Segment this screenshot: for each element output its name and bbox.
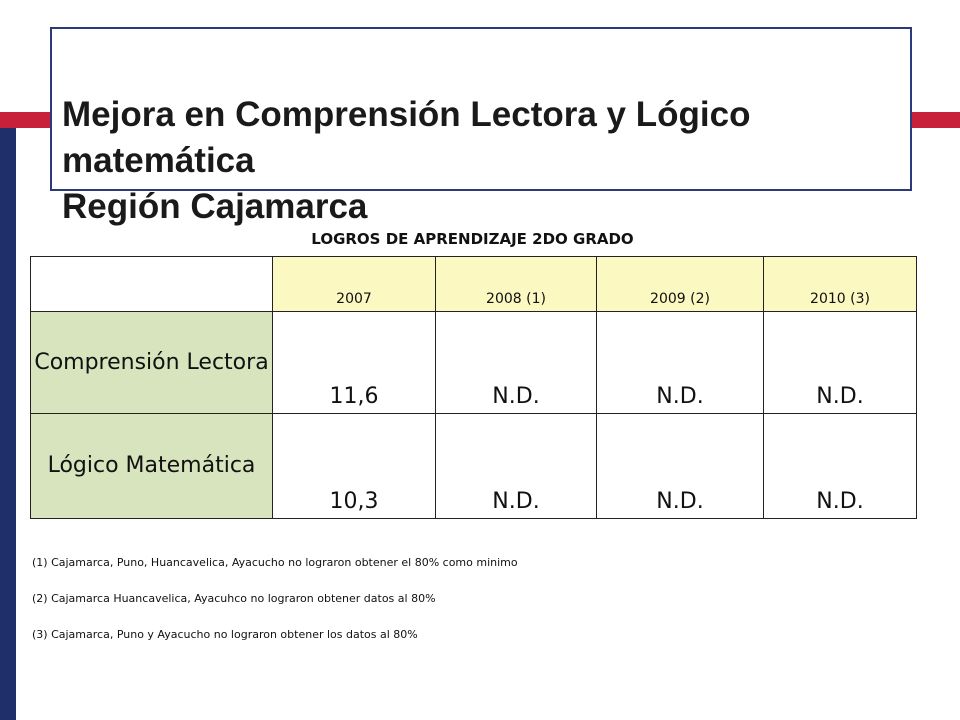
- red-accent-stripe-right: [912, 112, 960, 128]
- table-caption: LOGROS DE APRENDIZAJE 2DO GRADO: [311, 230, 634, 248]
- footnote: (3) Cajamarca, Puno y Ayacucho no lograron obtener los datos al 80%: [32, 628, 418, 641]
- footnote: (1) Cajamarca, Puno, Huancavelica, Ayacucho no lograron obtener el 80% como minimo: [32, 556, 518, 569]
- slide-title: [62, 92, 750, 230]
- title-line-2: matemática: [62, 141, 255, 180]
- table-row: [31, 414, 917, 519]
- column-header: 2007: [273, 257, 436, 312]
- table-cell: 10,3: [273, 414, 436, 519]
- table-cell: N.D.: [764, 312, 917, 414]
- footnotes: [32, 556, 518, 664]
- column-header: 2008 (1): [436, 257, 597, 312]
- table-cell: N.D.: [436, 312, 597, 414]
- table-cell: 11,6: [273, 312, 436, 414]
- table-cell: N.D.: [436, 414, 597, 519]
- table-header-row: [31, 257, 917, 312]
- red-accent-stripe-left: [0, 112, 50, 128]
- table-cell: N.D.: [764, 414, 917, 519]
- column-header: 2009 (2): [597, 257, 764, 312]
- column-header: 2010 (3): [764, 257, 917, 312]
- table-corner-cell: [31, 257, 273, 312]
- table-cell: N.D.: [597, 414, 764, 519]
- row-label: Comprensión Lectora: [31, 312, 273, 414]
- left-accent-bar: [0, 128, 16, 720]
- title-line-1: Mejora en Comprensión Lectora y Lógico: [62, 95, 751, 134]
- row-label: Lógico Matemática: [31, 414, 273, 519]
- footnote: (2) Cajamarca Huancavelica, Ayacuhco no lograron obtener datos al 80%: [32, 592, 436, 605]
- title-line-3: Región Cajamarca: [62, 187, 368, 226]
- table-row: [31, 312, 917, 414]
- achievement-table: [30, 256, 917, 519]
- table-cell: N.D.: [597, 312, 764, 414]
